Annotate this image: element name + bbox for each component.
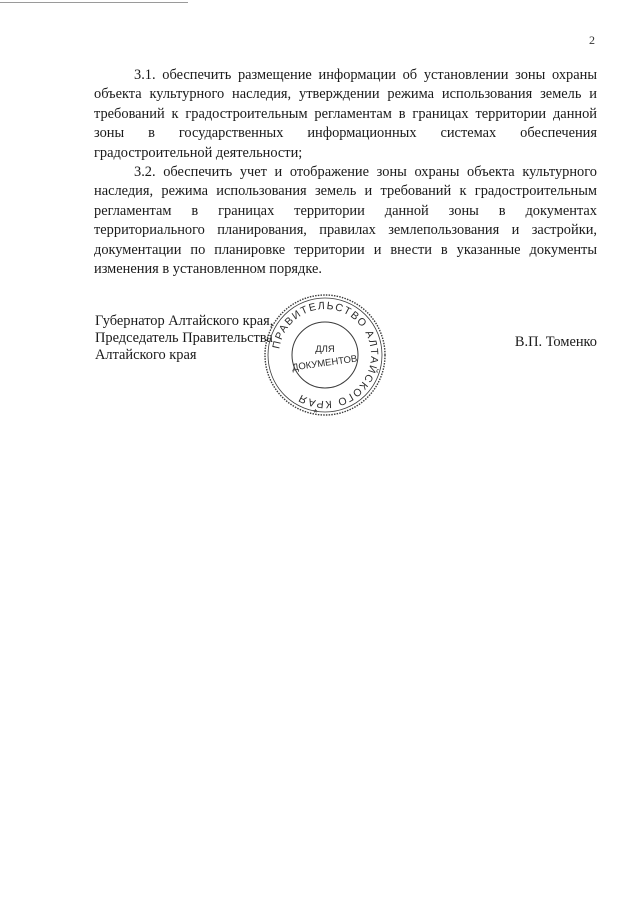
paragraph-3-2: 3.2. обеспечить учет и отображение зоны охраны объекта культурного наследия, режима использования земель и требований к градостроительным регламентам в границах территории данной зоны в документах территориального планирования, правилах землепользования и застройки, документации по планировке территории и внести в указанные документы изменения в установленном порядке.	[94, 164, 597, 278]
top-rule	[0, 2, 188, 3]
signer-name: В.П. Томенко	[514, 334, 597, 350]
seal-inner-ring	[268, 298, 382, 412]
seal-ring-text: ПРАВИТЕЛЬСТВО АЛТАЙСКОГО КРАЯ	[270, 299, 381, 411]
seal-center-line2: ДОКУМЕНТОВ	[291, 353, 358, 374]
seal-outer-ring	[265, 295, 385, 415]
seal-center-line1: ДЛЯ	[315, 344, 335, 355]
seal-star: *	[313, 407, 319, 419]
document-body	[94, 66, 597, 279]
paragraph-3-1: 3.1. обеспечить размещение информации об установлении зоны охраны объекта культурного наследия, утверждении режима использования земель и требований к градостроительным регламентам в границах территории данной зоны в государственных информационных системах обеспечения градостроительной деятельности;	[94, 67, 597, 161]
official-seal-stamp	[260, 290, 390, 420]
signer-title-line1: Губернатор Алтайского края,	[95, 313, 274, 329]
signer-title-line3: Алтайского края	[95, 347, 197, 363]
seal-icon	[260, 290, 390, 420]
signer-title-line2: Председатель Правительства	[95, 330, 273, 346]
page-number: 2	[589, 33, 595, 47]
